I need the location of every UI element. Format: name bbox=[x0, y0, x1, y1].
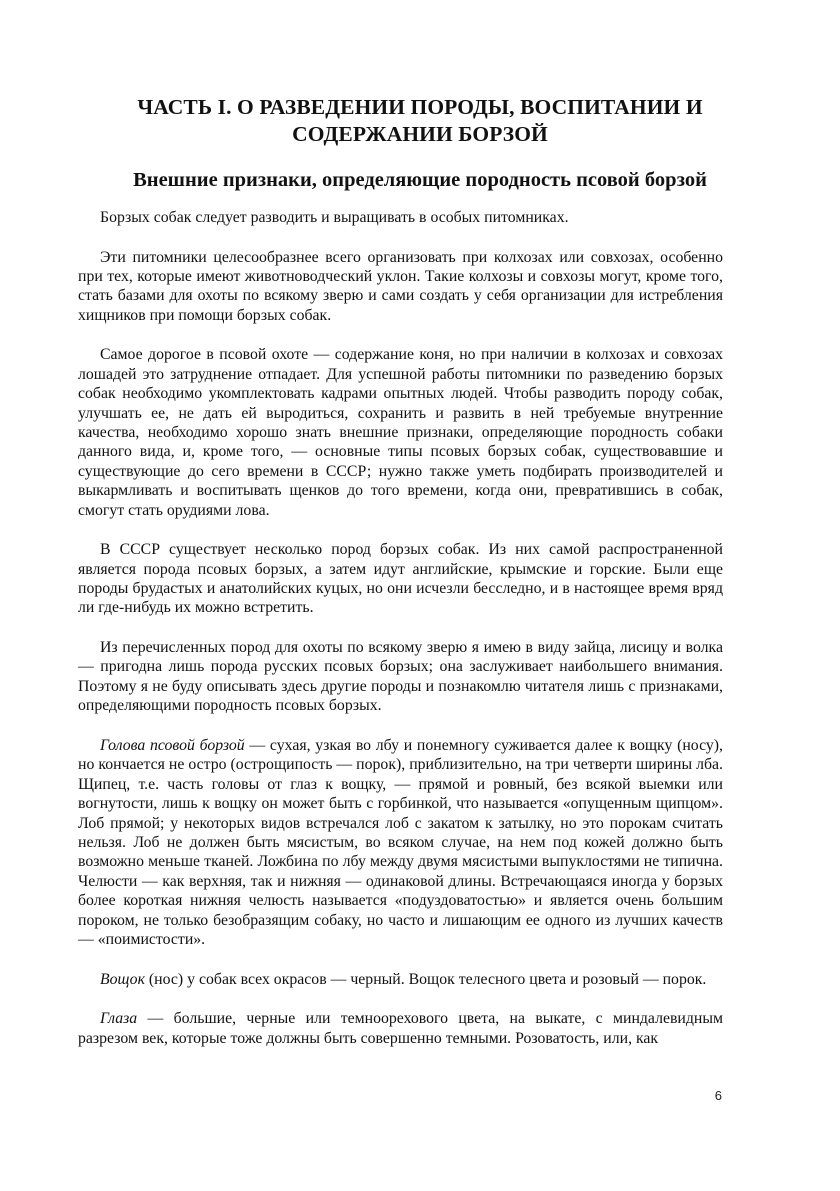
paragraph-text: Борзых собак следует разводить и выращивать в особых питомниках. bbox=[100, 209, 569, 226]
paragraph bbox=[78, 638, 723, 716]
paragraph bbox=[78, 736, 723, 949]
section-title: Внешние признаки, определяющие породность псовой борзой bbox=[133, 169, 707, 191]
paragraph bbox=[78, 345, 723, 520]
part-title-line-2: СОДЕРЖАНИИ БОРЗОЙ bbox=[292, 122, 548, 146]
paragraph-term: Голова псовой борзой bbox=[100, 736, 245, 754]
paragraph bbox=[78, 540, 723, 618]
paragraph-text: Из перечисленных пород для охоты по всякому зверю я имею в виду зайца, лисицу и волка — пригодна лишь порода русских псовых борзых; она заслуживает наибольшего внимания. Поэтому я не буду описывать здесь другие породы и познакомлю читателя лишь с признаками, определяющими породность псовых борзых. bbox=[78, 639, 723, 715]
paragraph bbox=[78, 208, 723, 227]
paragraph-text: — большие, черные или темноорехового цвета, на выкате, с миндалевидным разрезом век, которые тоже должны быть совершенно темными. Розоватость, или, как bbox=[78, 1010, 723, 1047]
paragraph-text: Эти питомники целесообразнее всего организовать при колхозах или совхозах, особенно при тех, которые имеют животноводческий уклон. Такие колхозы и совхозы могут, кроме того, стать базами для охоты по всякому зверю и сами создать у себя организации для истребления хищников при помощи борзых собак. bbox=[78, 248, 723, 324]
paragraph-term: Вощок bbox=[100, 970, 145, 988]
paragraph bbox=[78, 970, 723, 989]
paragraph-text: — сухая, узкая во лбу и понемногу суживается далее к вощку (носу), но кончается не остро (острощипость — порок), приблизительно, на три четверти ширины лба. Щипец, т.е. часть головы от глаз к вощку, — прямой и ровный, без всякой выемки или вогнутости, лишь к вощку он может быть с горбинкой, что называется «опущенным щипцом». Лоб прямой; у некоторых видов встречался лоб с закатом к затылку, но это порокам считать нельзя. Лоб не должен быть мясистым, во всяком случае, на нем под кожей должно быть возможно меньше тканей. Ложбина по лбу между двумя мясистыми выпуклостями не типична. Челюсти — как верхняя, так и нижняя — одинаковой длины. Встречающаяся иногда у борзых более короткая нижняя челюсть называется «подуздоватостью» и является очень большим пороком, не только безобразящим собаку, но часто и лишающим ее одного из лучших качеств — «поимистости». bbox=[78, 736, 724, 948]
paragraph-text: В СССР существует несколько пород борзых собак. Из них самой распространенной является порода псовых борзых, а затем идут английские, крымские и горские. Были еще породы брудастых и анатолийских куцых, но они исчезли бесследно, и в настоящее время вряд ли где-нибудь их можно встретить. bbox=[78, 541, 723, 617]
part-title-line-1: ЧАСТЬ I. О РАЗВЕДЕНИИ ПОРОДЫ, ВОСПИТАНИИ И bbox=[137, 95, 703, 119]
page-number: 6 bbox=[714, 1088, 722, 1103]
paragraph-text: Самое дорогое в псовой охоте — содержание коня, но при наличии в колхозах и совхозах лошадей это затруднение отпадает. Для успешной работы питомники по разведению борзых собак необходимо укомплектовать кадрами опытных людей. Чтобы разводить породу собак, улучшать ее, не дать ей выродиться, сохранить и развить в ней требуемые внутренние качества, необходимо хорошо знать внешние признаки, определяющие породность собаки данного вида, и, кроме того, — основные типы псовых борзых собак, существовавшие и существующие до сего времени в СССР; нужно также уметь подбирать производителей и выкармливать и воспитывать щенков до того времени, когда они, превратившись в собак, смогут стать орудиями лова. bbox=[78, 346, 723, 519]
body-text bbox=[78, 208, 723, 1048]
paragraph-term: Глаза bbox=[100, 1010, 138, 1028]
paragraph bbox=[78, 1009, 723, 1048]
paragraph bbox=[78, 248, 723, 326]
paragraph-text: (нос) у собак всех окрасов — черный. Вощок телесного цвета и розовый — порок. bbox=[144, 970, 707, 988]
part-title bbox=[0, 94, 840, 148]
